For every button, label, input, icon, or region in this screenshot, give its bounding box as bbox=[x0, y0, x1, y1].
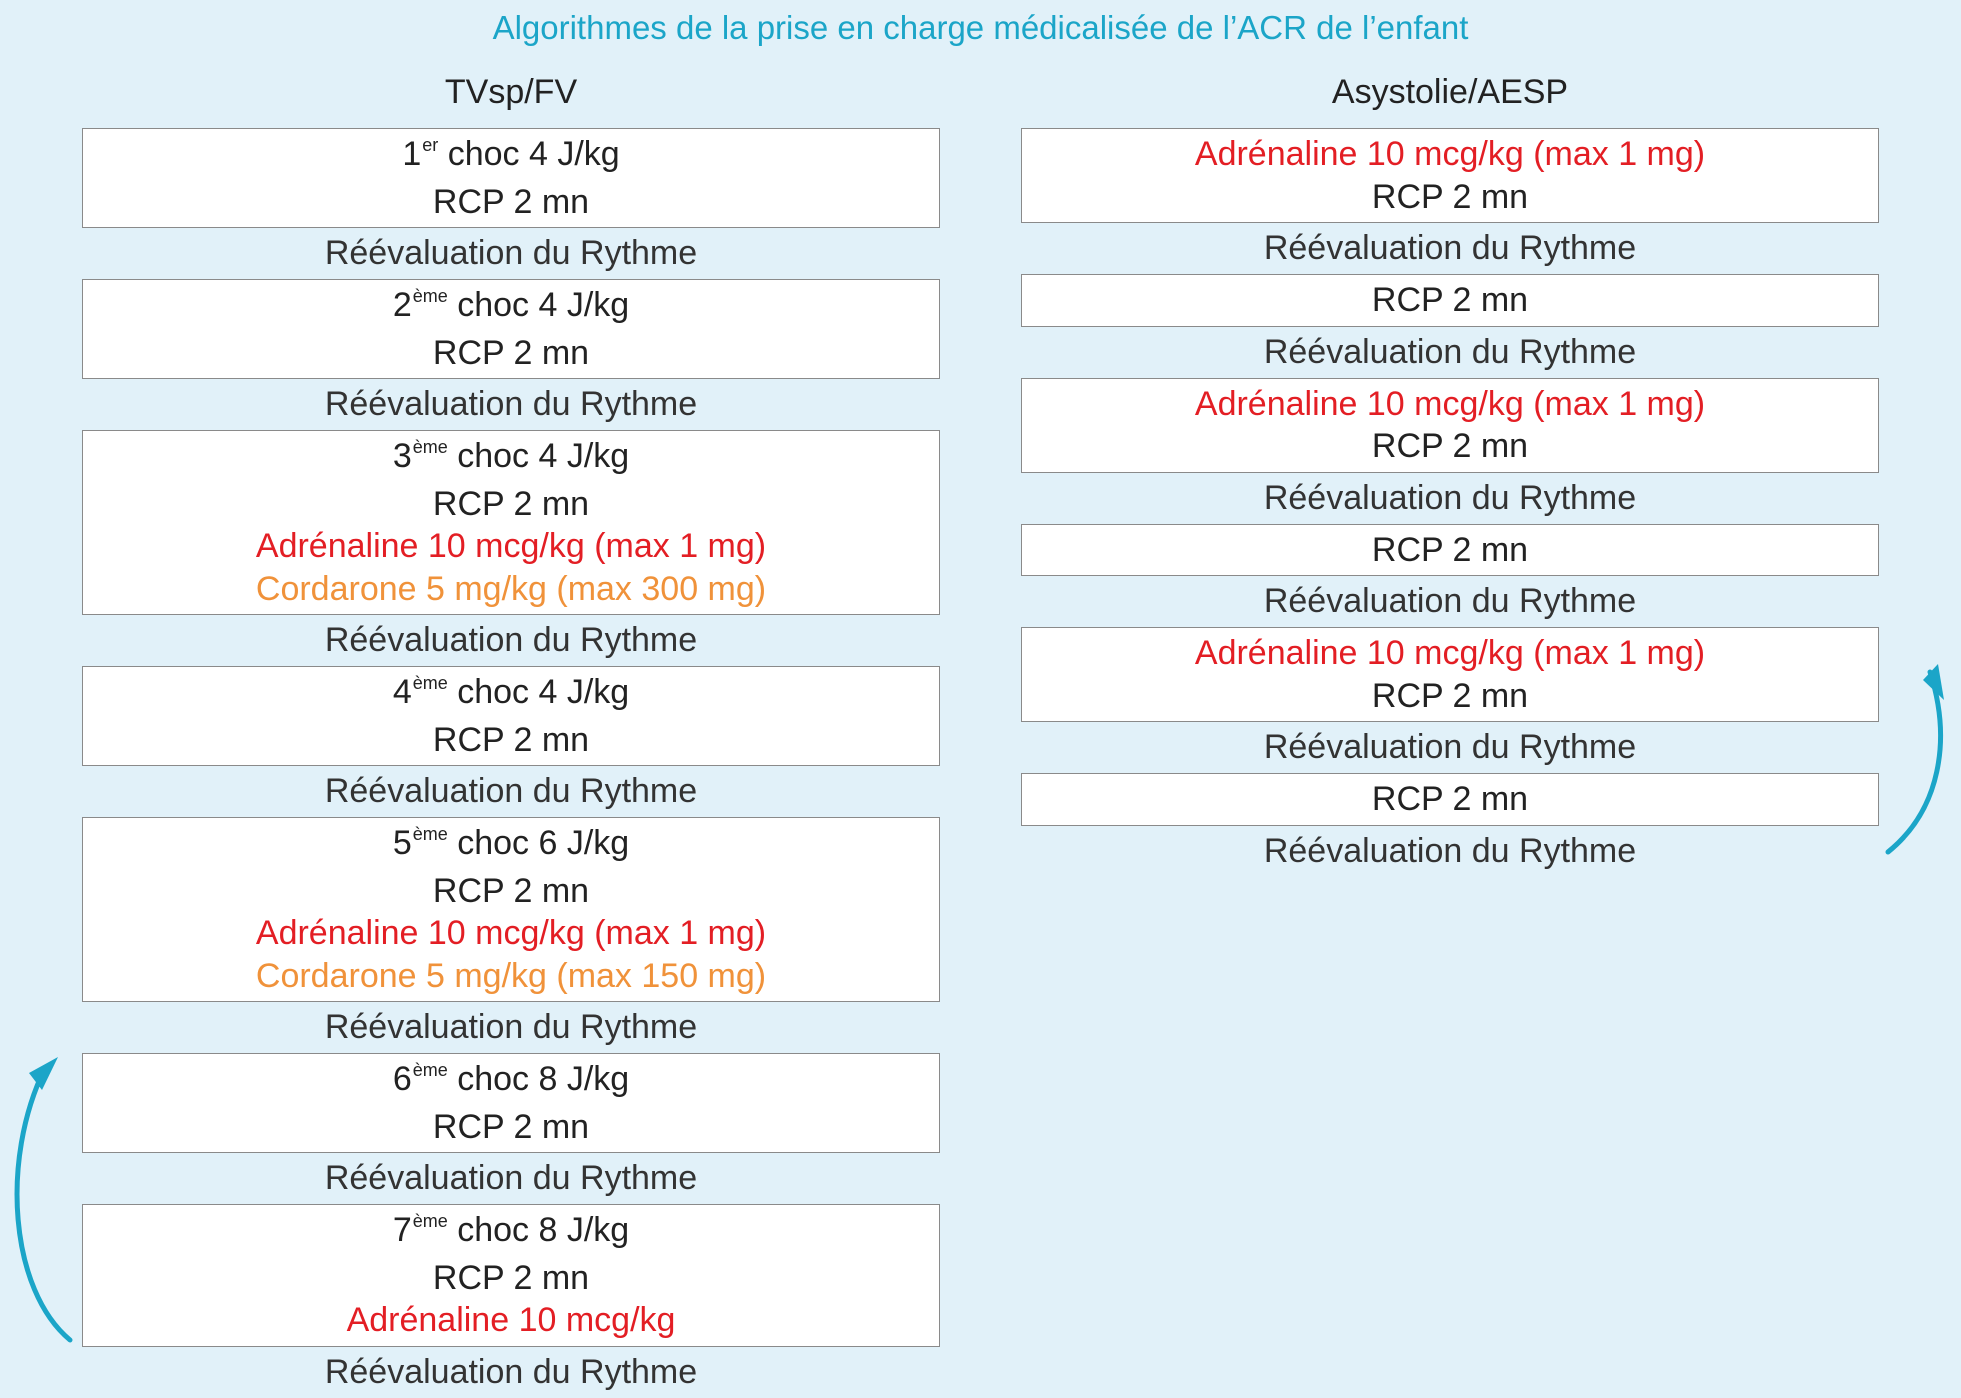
step-line: RCP 2 mn bbox=[1371, 427, 1529, 465]
step-line bbox=[83, 284, 939, 332]
step-line: RCP 2 mn bbox=[1371, 676, 1529, 715]
shock-number: 1 bbox=[402, 135, 422, 173]
step-line: Cordarone 5 mg/kg (max 300 mg) bbox=[255, 569, 767, 608]
rhythm-reevaluation-label: Réévaluation du Rythme bbox=[1263, 229, 1637, 267]
step-line bbox=[83, 133, 939, 181]
step-line: RCP 2 mn bbox=[432, 720, 590, 759]
shock-number: 3 bbox=[392, 437, 412, 475]
loop-arrow-right-icon bbox=[1880, 650, 1961, 870]
rhythm-reevaluation-label: Réévaluation du Rythme bbox=[324, 385, 698, 423]
left-step-box-1 bbox=[82, 128, 940, 228]
step-line bbox=[83, 1058, 939, 1106]
rhythm-reevaluation-label: Réévaluation du Rythme bbox=[324, 621, 698, 659]
step-line: Adrénaline 10 mcg/kg (max 1 mg) bbox=[255, 527, 767, 565]
left-step-box-3 bbox=[82, 430, 940, 615]
step-line: RCP 2 mn bbox=[1371, 281, 1529, 319]
shock-dose: choc 4 J/kg bbox=[447, 437, 630, 475]
shock-number: 6 bbox=[392, 1060, 412, 1098]
rhythm-reevaluation-label: Réévaluation du Rythme bbox=[1263, 728, 1637, 766]
step-line: RCP 2 mn bbox=[432, 1258, 590, 1297]
right-step-box-5 bbox=[1021, 627, 1879, 722]
right-step-box-6 bbox=[1021, 773, 1879, 826]
left-step-box-4 bbox=[82, 666, 940, 766]
step-line: RCP 2 mn bbox=[432, 1107, 590, 1146]
right-step-box-1 bbox=[1021, 128, 1879, 223]
rhythm-reevaluation-label: Réévaluation du Rythme bbox=[324, 234, 698, 272]
step-line bbox=[83, 1209, 939, 1257]
left-step-box-5 bbox=[82, 817, 940, 1002]
rhythm-reevaluation-label: Réévaluation du Rythme bbox=[324, 1352, 698, 1391]
shock-dose: choc 6 J/kg bbox=[447, 824, 630, 862]
ordinal-suffix: ème bbox=[412, 286, 448, 306]
asystolie-aesp-heading: Asystolie/AESP bbox=[1331, 73, 1569, 111]
step-line: Adrénaline 10 mcg/kg bbox=[346, 1301, 676, 1339]
ordinal-suffix: ème bbox=[412, 824, 448, 844]
step-line: Adrénaline 10 mcg/kg (max 1 mg) bbox=[1194, 135, 1706, 173]
diagram-title: Algorithmes de la prise en charge médicalisée de l’ACR de l’enfant bbox=[492, 9, 1469, 46]
loop-arrow-left-icon bbox=[0, 1040, 80, 1360]
step-line: Adrénaline 10 mcg/kg (max 1 mg) bbox=[1194, 384, 1706, 423]
step-line: Cordarone 5 mg/kg (max 150 mg) bbox=[255, 956, 767, 995]
step-line bbox=[83, 822, 939, 870]
step-line bbox=[83, 435, 939, 483]
shock-dose: choc 4 J/kg bbox=[447, 286, 630, 324]
asystolie-aesp-steps bbox=[1021, 128, 1879, 877]
rhythm-reevaluation-label: Réévaluation du Rythme bbox=[1263, 582, 1637, 620]
step-line: RCP 2 mn bbox=[1371, 530, 1529, 569]
shock-number: 5 bbox=[392, 824, 412, 862]
step-line: RCP 2 mn bbox=[432, 333, 590, 372]
right-step-box-4 bbox=[1021, 524, 1879, 577]
rhythm-reevaluation-label: Réévaluation du Rythme bbox=[1263, 332, 1637, 371]
shock-dose: choc 8 J/kg bbox=[447, 1211, 630, 1249]
step-line bbox=[83, 671, 939, 719]
left-step-box-6 bbox=[82, 1053, 940, 1153]
step-line: RCP 2 mn bbox=[432, 182, 590, 221]
step-line: Adrénaline 10 mcg/kg (max 1 mg) bbox=[255, 914, 767, 952]
left-step-box-2 bbox=[82, 279, 940, 379]
left-step-box-7 bbox=[82, 1204, 940, 1347]
rhythm-reevaluation-label: Réévaluation du Rythme bbox=[1263, 831, 1637, 870]
ordinal-suffix: ème bbox=[412, 673, 448, 693]
step-line: Adrénaline 10 mcg/kg (max 1 mg) bbox=[1194, 634, 1706, 672]
ordinal-suffix: er bbox=[422, 135, 439, 155]
rhythm-reevaluation-label: Réévaluation du Rythme bbox=[324, 1159, 698, 1197]
shock-number: 2 bbox=[392, 286, 412, 324]
step-line: RCP 2 mn bbox=[1371, 177, 1529, 216]
shock-number: 4 bbox=[392, 673, 412, 711]
asystolie-aesp-column bbox=[1021, 70, 1879, 877]
right-step-box-3 bbox=[1021, 378, 1879, 473]
rhythm-reevaluation-label: Réévaluation du Rythme bbox=[324, 1008, 698, 1046]
step-line: RCP 2 mn bbox=[432, 871, 590, 910]
ordinal-suffix: ème bbox=[412, 1060, 448, 1080]
right-step-box-2 bbox=[1021, 274, 1879, 327]
step-line: RCP 2 mn bbox=[432, 484, 590, 523]
shock-number: 7 bbox=[392, 1211, 412, 1249]
rhythm-reevaluation-label: Réévaluation du Rythme bbox=[324, 772, 698, 810]
tvsp-fv-steps bbox=[82, 128, 940, 1398]
shock-dose: choc 4 J/kg bbox=[447, 673, 630, 711]
ordinal-suffix: ème bbox=[412, 1211, 448, 1231]
tvsp-fv-heading: TVsp/FV bbox=[444, 73, 578, 111]
shock-dose: choc 4 J/kg bbox=[438, 135, 620, 173]
ordinal-suffix: ème bbox=[412, 437, 448, 457]
step-line: RCP 2 mn bbox=[1371, 780, 1529, 818]
shock-dose: choc 8 J/kg bbox=[447, 1060, 630, 1098]
tvsp-fv-column bbox=[82, 70, 940, 1398]
rhythm-reevaluation-label: Réévaluation du Rythme bbox=[1263, 478, 1637, 517]
